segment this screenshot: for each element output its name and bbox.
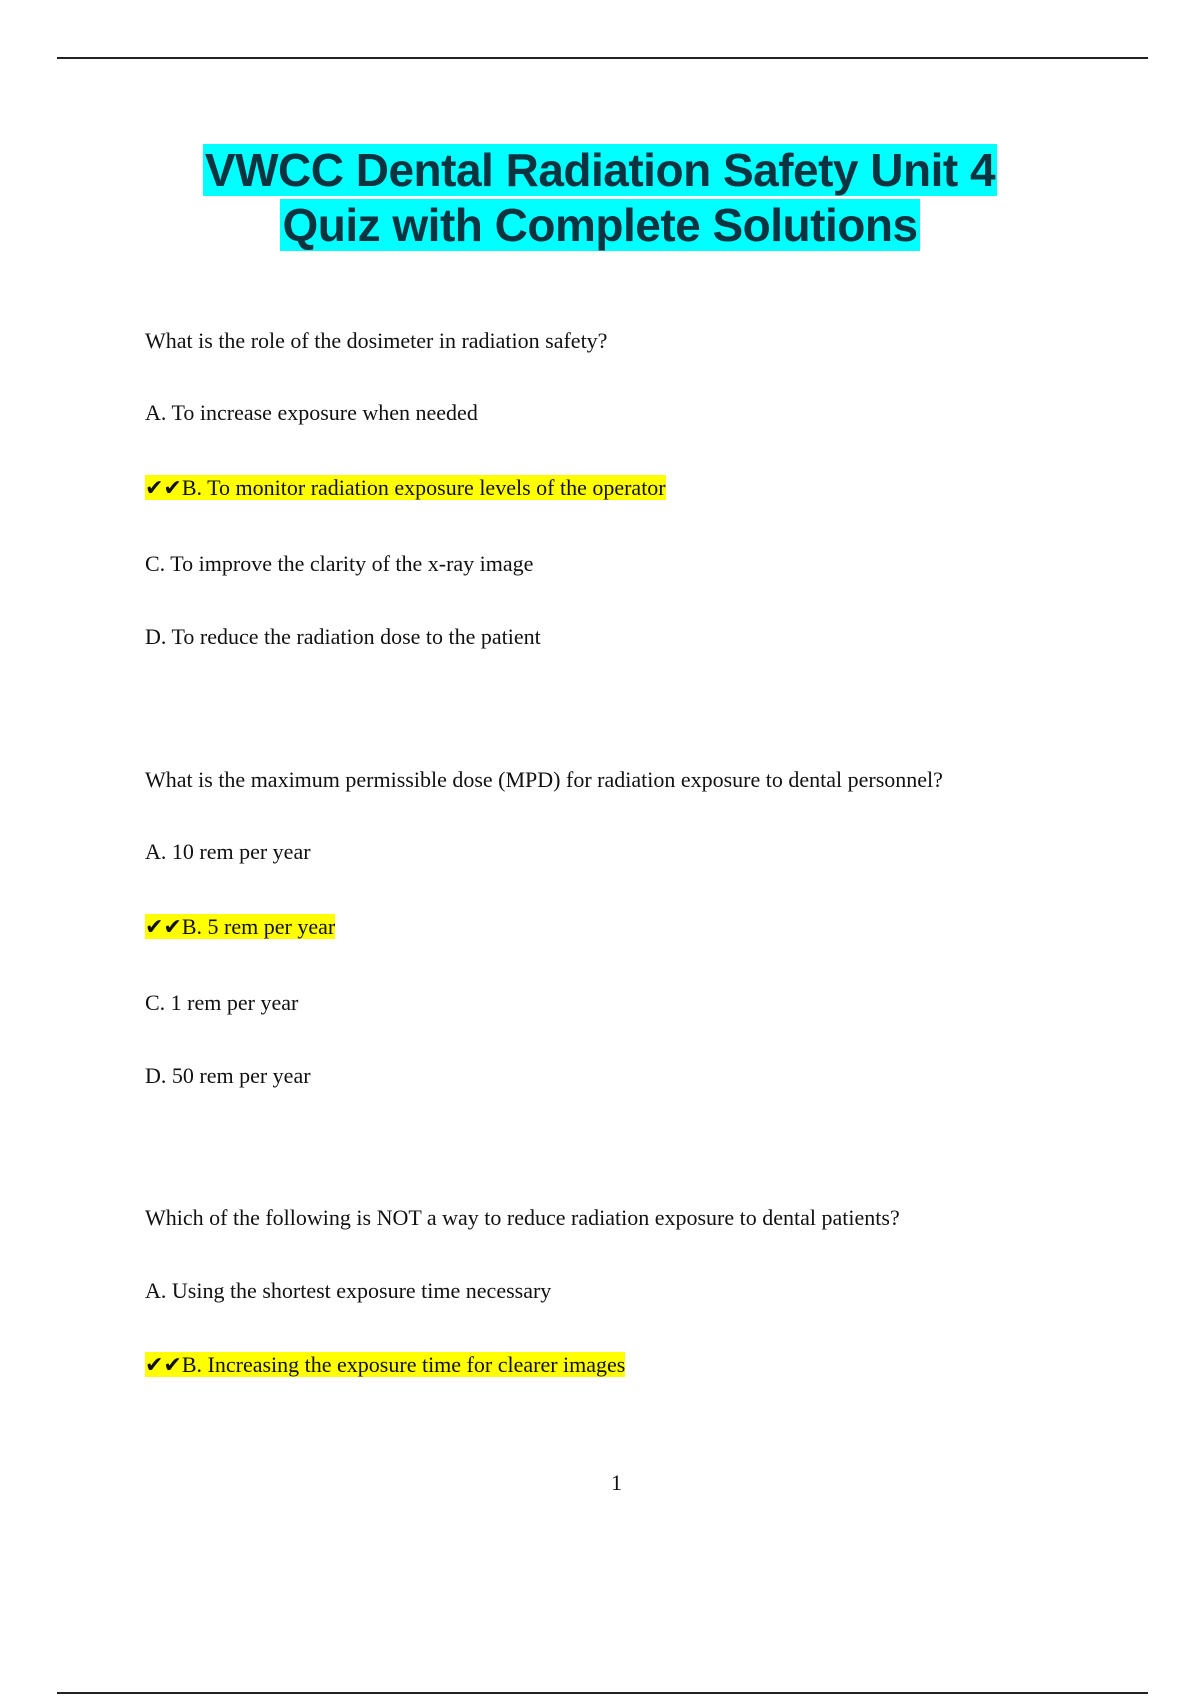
- option-1c: C. To improve the clarity of the x-ray image: [145, 551, 534, 576]
- header-rule: [57, 57, 1148, 59]
- question-3: Which of the following is NOT a way to reduce radiation exposure to dental patients?: [145, 1205, 900, 1230]
- title-line-1: VWCC Dental Radiation Safety Unit 4: [204, 144, 996, 196]
- option-1a: A. To increase exposure when needed: [145, 400, 478, 425]
- correct-answer-3b: ✔✔B. Increasing the exposure time for clearer images: [145, 1352, 626, 1377]
- footer-rule: [57, 1692, 1148, 1694]
- correct-answer-1b: ✔✔B. To monitor radiation exposure levels of the operator: [145, 475, 666, 500]
- option-2c: C. 1 rem per year: [145, 990, 299, 1015]
- page-number: 1: [611, 1470, 622, 1495]
- question-1: What is the role of the dosimeter in radiation safety?: [145, 328, 608, 353]
- document-title: [0, 143, 1200, 253]
- question-2: What is the maximum permissible dose (MPD) for radiation exposure to dental personnel?: [145, 767, 943, 792]
- option-2a: A. 10 rem per year: [145, 839, 311, 864]
- title-line-2: Quiz with Complete Solutions: [282, 199, 918, 251]
- option-1d: D. To reduce the radiation dose to the patient: [145, 624, 541, 649]
- correct-answer-2b: ✔✔B. 5 rem per year: [145, 914, 336, 939]
- option-2d: D. 50 rem per year: [145, 1063, 311, 1088]
- option-3a: A. Using the shortest exposure time necessary: [145, 1278, 552, 1303]
